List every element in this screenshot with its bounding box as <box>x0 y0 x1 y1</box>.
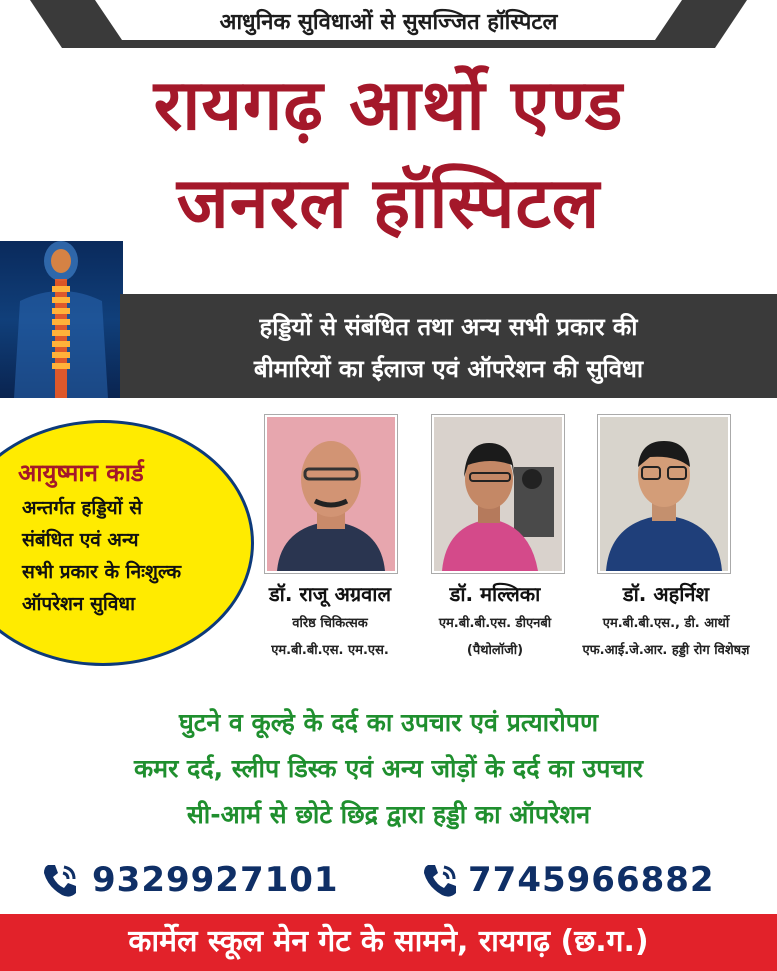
doctor-photo <box>432 415 564 573</box>
doctor-degree: एम.बी.बी.एस. एम.एस. <box>271 643 389 658</box>
phone-icon <box>40 861 80 901</box>
service-line: कमर दर्द, स्लीप डिस्क एवं अन्य जोड़ों के दर्द का उपचार <box>133 754 644 783</box>
phone-number[interactable]: 7745966882 <box>468 860 715 900</box>
doctor-name: डॉ. अहर्निश <box>622 582 710 606</box>
service-line: घुटने व कूल्हे के दर्द का उपचार एवं प्रत्यारोपण <box>178 708 599 737</box>
phone-icon <box>420 861 460 901</box>
doctor-role: वरिष्ठ चिकित्सक <box>292 616 368 631</box>
specialty-line2: बीमारियों का ईलाज एवं ऑपरेशन की सुविधा <box>253 355 644 383</box>
hospital-name-line1: रायगढ़ आर्थो एण्ड <box>153 64 624 146</box>
hospital-name-line2: जनरल हॉस्पिटल <box>176 162 601 244</box>
doctor-role: एम.बी.बी.एस., डी. आर्थो <box>602 616 730 631</box>
doctor-degree: एफ.आई.जे.आर. हड्डी रोग विशेषज्ञ <box>582 643 750 658</box>
specialty-line1: हड्डियों से संबंधित तथा अन्य सभी प्रकार की <box>259 313 638 341</box>
phone-number[interactable]: 9329927101 <box>92 860 339 900</box>
tagline: आधुनिक सुविधाओं से सुसज्जित हॉस्पिटल <box>219 10 558 35</box>
ayushman-line: संबंधित एवं अन्य <box>22 529 139 551</box>
address: कार्मेल स्कूल मेन गेट के सामने, रायगढ़ (छ.ग.) <box>128 924 649 959</box>
doctor-name: डॉ. राजू अग्रवाल <box>268 582 392 606</box>
ayushman-line: सभी प्रकार के निःशुल्क <box>22 561 182 583</box>
doctor-photo <box>598 415 730 573</box>
doctor-role: एम.बी.बी.एस. डीएनबी <box>438 616 552 631</box>
doctor-name: डॉ. मल्लिका <box>449 582 541 606</box>
doctor-photo <box>265 415 397 573</box>
ayushman-line: ऑपरेशन सुविधा <box>22 593 136 615</box>
doctor-degree: (पैथोलॉजी) <box>466 643 524 658</box>
spine-xray-image <box>0 241 123 398</box>
ayushman-line: अन्तर्गत हड्डियों से <box>22 497 143 519</box>
ayushman-title: आयुष्मान कार्ड <box>18 459 144 487</box>
service-line: सी-आर्म से छोटे छिद्र द्वारा हड्डी का ऑपरेशन <box>186 800 591 829</box>
